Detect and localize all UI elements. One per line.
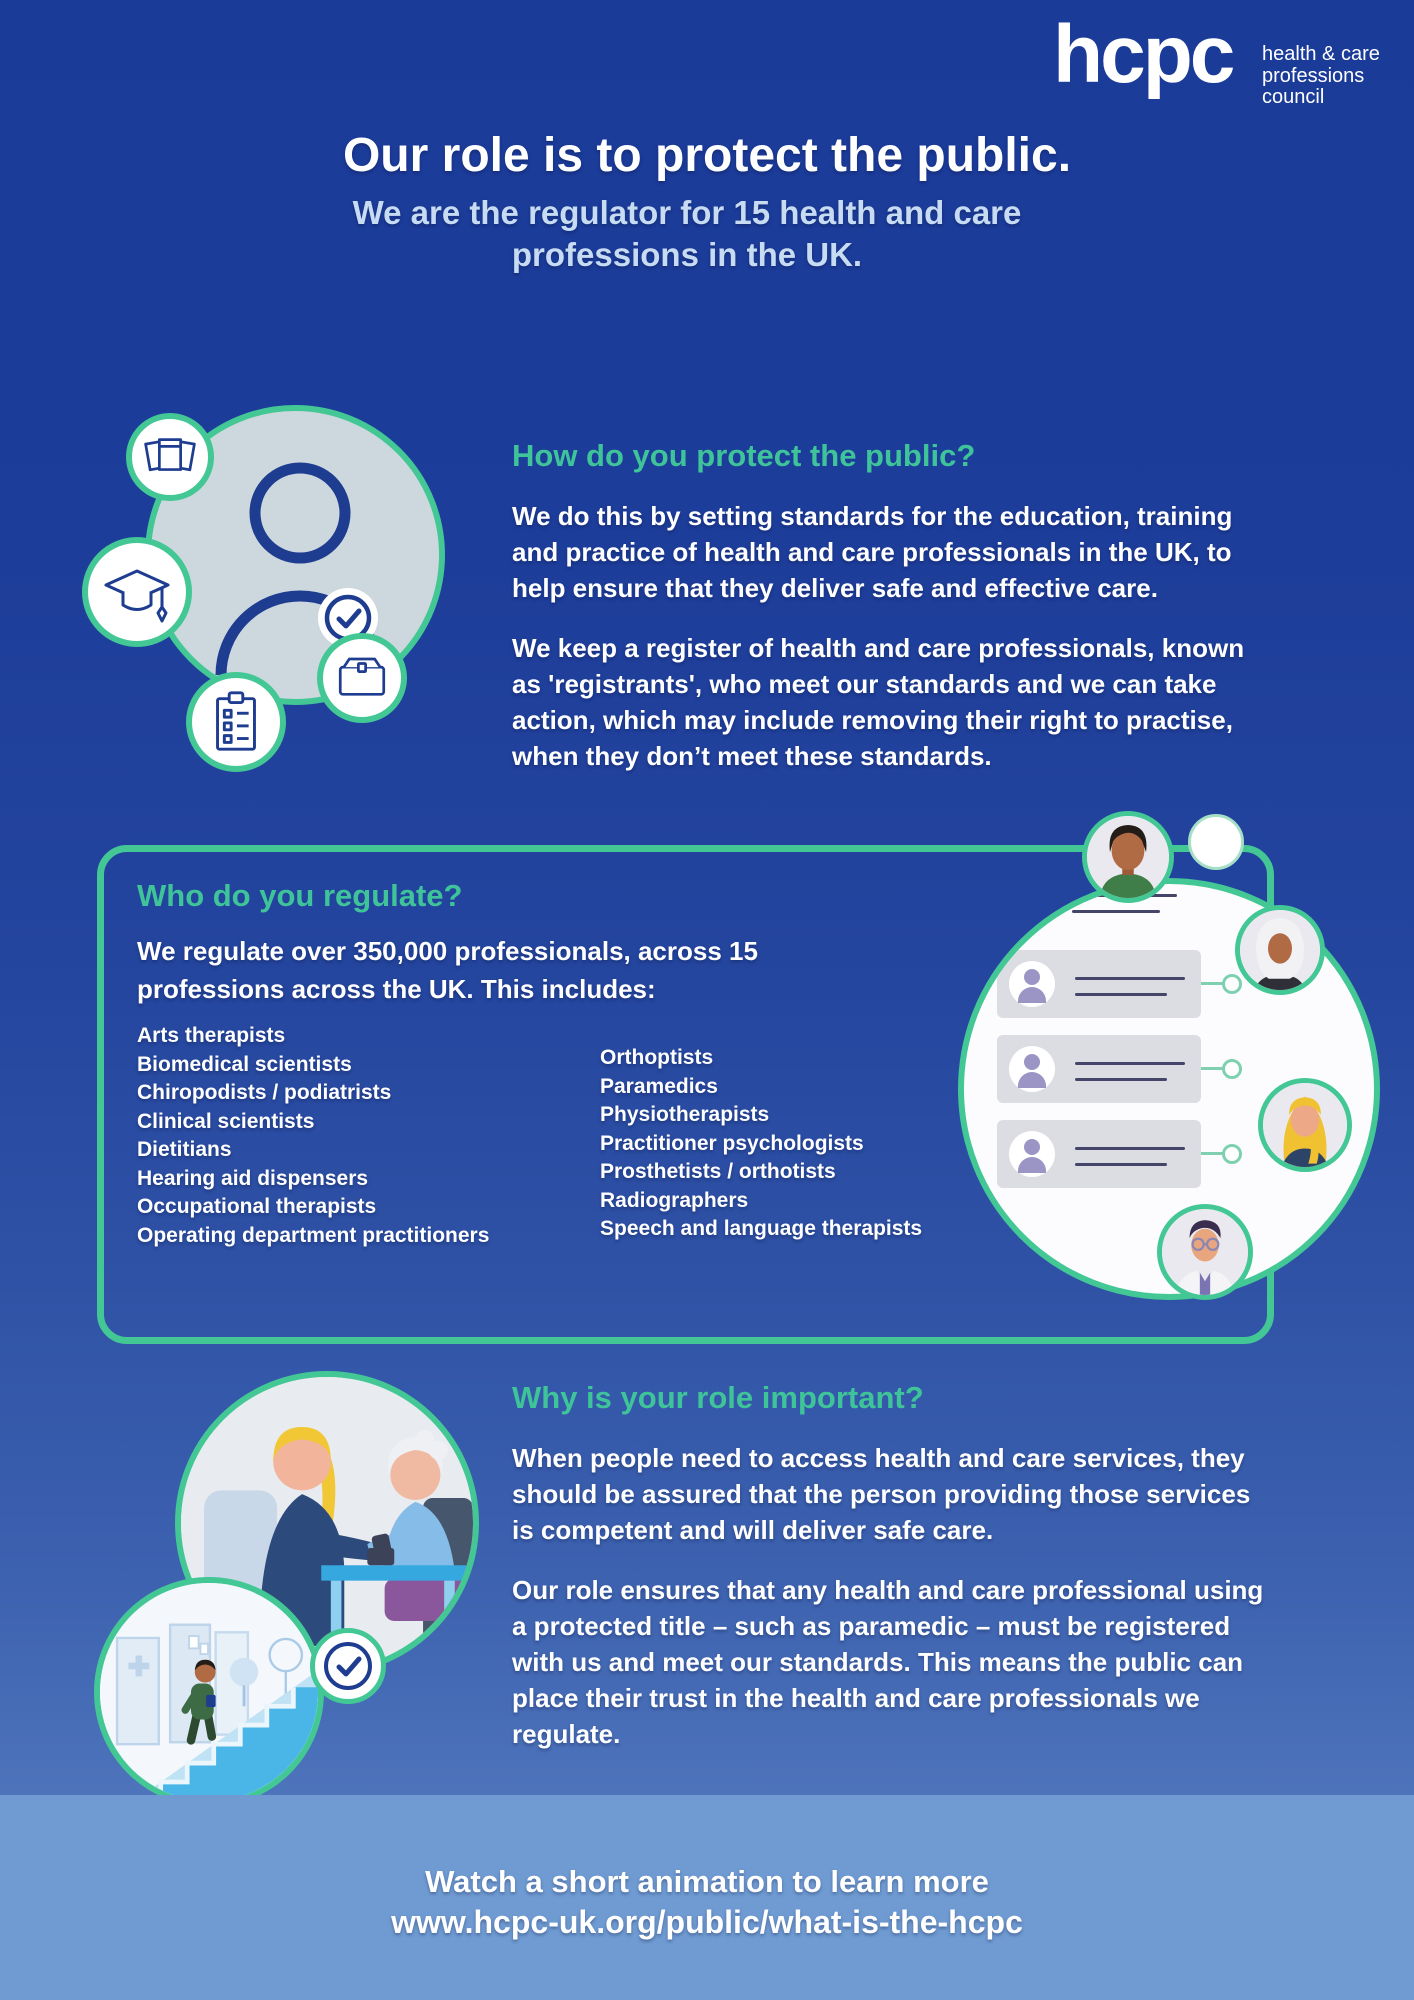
regulate-intro: We regulate over 350,000 professionals, across 15 professions across the UK. This includes: — [137, 936, 758, 1004]
check-icon — [315, 1633, 381, 1699]
clipboard-bubble — [186, 672, 286, 772]
profession-item: Paramedics — [600, 1074, 718, 1098]
row-avatar-icon — [1009, 961, 1055, 1007]
important-heading: Why is your role important? — [512, 1380, 924, 1415]
hcpc-logo: hcpc — [1053, 9, 1233, 100]
avatar-hijab-icon — [1240, 910, 1320, 990]
profession-item: Speech and language therapists — [600, 1217, 923, 1240]
professions-list-right — [600, 1044, 922, 1244]
important-paragraph-1: When people need to access health and care services, they should be assured that the person providing those services is competent and will deliver safe care. — [512, 1443, 1251, 1545]
section-protect — [512, 438, 1274, 798]
profession-item: Prosthetists / orthotists — [600, 1160, 836, 1183]
register-row — [997, 1035, 1201, 1103]
avatar-doctor-glasses — [1157, 1204, 1253, 1300]
page-subtitle: We are the regulator for 15 health and care professions in the UK. — [352, 194, 1022, 273]
avatar-blonde-woman-icon — [1263, 1083, 1347, 1167]
avatar-blonde-woman — [1258, 1078, 1352, 1172]
avatar-man-green — [1082, 811, 1174, 903]
profession-item: Occupational therapists — [137, 1195, 377, 1218]
avatar-hijab — [1235, 905, 1325, 995]
check-badge-bottom — [310, 1628, 386, 1704]
profession-item: Hearing aid dispensers — [137, 1166, 369, 1190]
profession-item: Biomedical scientists — [137, 1052, 352, 1076]
section-regulate — [137, 878, 463, 914]
documents-bubble — [126, 413, 214, 501]
graduation-cap-icon — [100, 555, 174, 629]
profession-item: Radiographers — [600, 1188, 749, 1212]
graduation-bubble — [82, 537, 192, 647]
important-paragraph-2: Our role ensures that any health and care professional using a protected title – such as paramedic – must be registered with us and meet our standards. This means the public can place their trust in the health and care professionals we regulate. — [512, 1575, 1264, 1749]
register-row — [997, 1120, 1201, 1188]
professions-list-left — [137, 1022, 489, 1250]
profession-item: Operating department practitioners — [137, 1223, 490, 1247]
row-avatar-icon — [1009, 1046, 1055, 1092]
page-title: Our role is to protect the public. — [342, 129, 1072, 182]
avatar-doctor-glasses-icon — [1162, 1209, 1248, 1295]
protect-paragraph-1: We do this by setting standards for the education, training and practice of health and care professionals in the UK, to help ensure that they deliver safe and effective care. — [512, 501, 1233, 603]
row-avatar-icon — [1009, 1131, 1055, 1177]
protect-heading: How do you protect the public? — [512, 438, 976, 473]
footer-url: www.hcpc-uk.org/public/what-is-the-hcpc — [391, 1904, 1023, 1940]
briefcase-icon — [333, 652, 391, 704]
profession-item: Orthoptists — [600, 1046, 714, 1069]
logo-tagline-line: professions — [1262, 64, 1365, 87]
regulate-heading: Who do you regulate? — [137, 878, 463, 913]
profession-item: Chiropodists / podiatrists — [137, 1081, 392, 1104]
documents-icon — [141, 428, 199, 486]
profession-item: Practitioner psychologists — [600, 1131, 864, 1155]
register-row — [997, 950, 1201, 1018]
footer-cta: Watch a short animation to learn more — [425, 1864, 989, 1899]
briefcase-bubble — [317, 633, 407, 723]
stairs-scene — [100, 1583, 318, 1801]
stairs-illustration — [94, 1577, 324, 1807]
avatar-man-green-icon — [1087, 816, 1169, 898]
profession-item: Arts therapists — [137, 1024, 286, 1047]
protect-paragraph-2: We keep a register of health and care professionals, known as 'registrants', who meet our standards and we can take action, which may include removing their right to practise, when they don’t meet these standards. — [512, 633, 1245, 771]
profession-item: Dietitians — [137, 1138, 232, 1161]
hcpc-logo-tagline — [1262, 44, 1380, 109]
section-important — [512, 1380, 1274, 1776]
profession-item: Physiotherapists — [600, 1103, 770, 1126]
profession-item: Clinical scientists — [137, 1109, 315, 1133]
clipboard-icon — [205, 687, 267, 757]
decor-bubble — [1188, 814, 1244, 870]
row-avatar-icon — [999, 878, 1045, 920]
logo-tagline-line: council — [1262, 86, 1325, 108]
logo-tagline-line: health & care — [1262, 43, 1380, 65]
